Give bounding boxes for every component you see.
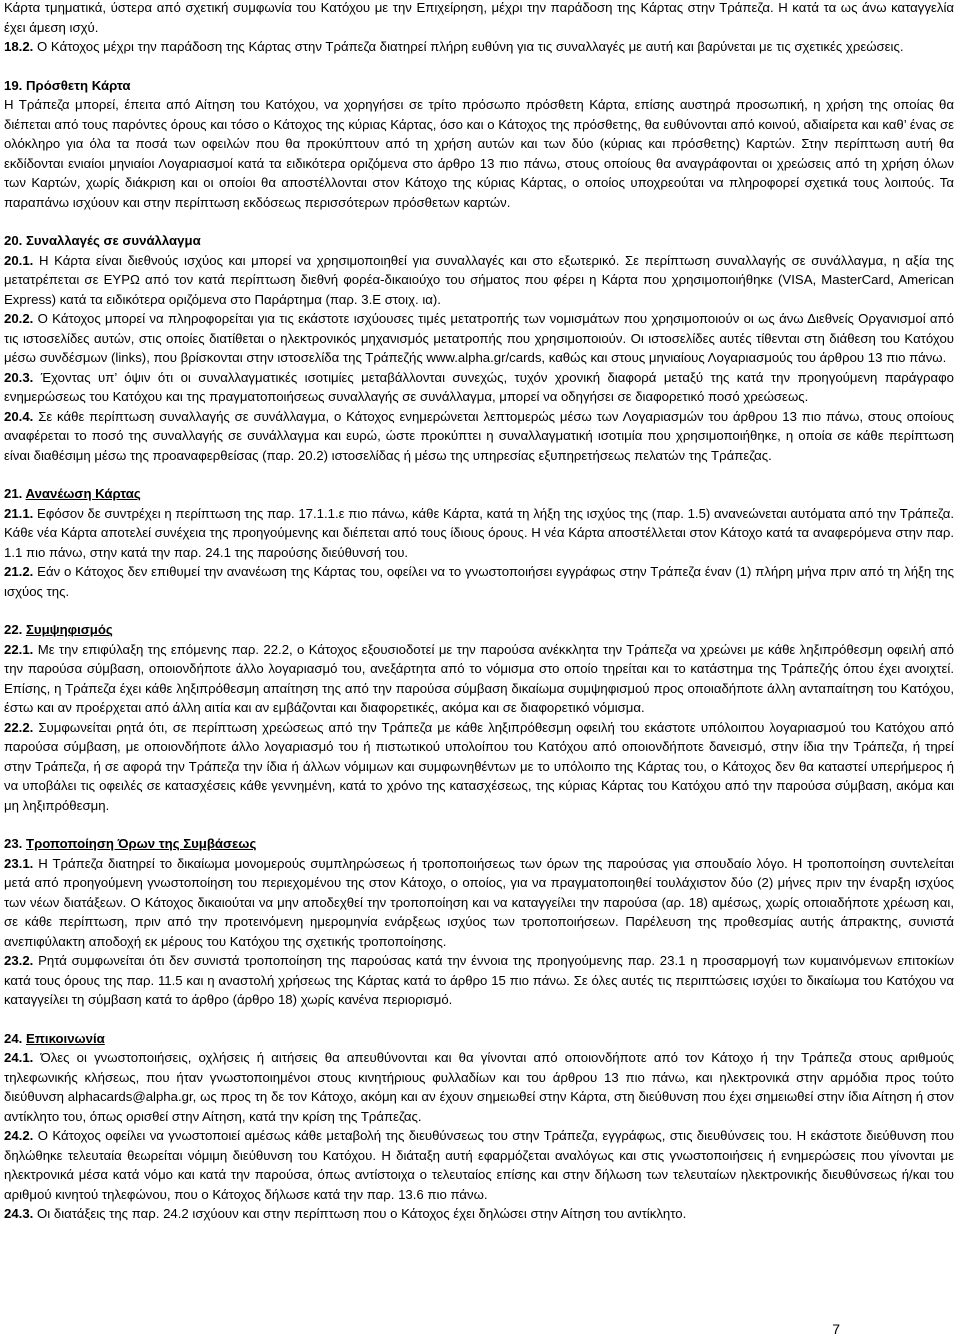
paragraph: [4, 640, 954, 718]
section-title: Πρόσθετη Κάρτα: [26, 77, 131, 93]
paragraph: [4, 407, 954, 466]
paragraph: [4, 368, 954, 407]
paragraph-text: Η Τράπεζα διατηρεί το δικαίωμα μονομερούς συμπληρώσεως ή τροποποιήσεως των όρων της παρούσας για σπουδαίο λόγο. Η τροποποίηση συντελείται μετά από προηγούμενη γνωστοποίηση του περιεχομένου της στον Κάτοχο, ο οποίος, για να πραγματοποιηθεί τουλάχιστον δύο (2) μήνες πριν την έναρξη ισχύος των νέων διατάξεων. Ο Κάτοχος δικαιούται να μην αποδεχθεί την τροποποίηση και να καταγγείλει την παρούσα (αρ. 18) αμέσως, χωρίς οποιαδήποτε χρέωση και, σε κάθε περίπτωση, πριν από την προτεινόμενη ημερομηνία ενάρξεως ισχύος των τροποποιήσεων. Παρέλευση της προθεσμίας αυτής άπρακτης, συνιστά ανεπιφύλακτη αποδοχή εκ μέρους του Κατόχου της σχετικής τροποποίησης.: [4, 855, 954, 949]
paragraph-text: Η Τράπεζα μπορεί, έπειτα από Αίτηση του Κατόχου, να χορηγήσει σε τρίτο πρόσωπο πρόσθετη Κάρτα, επίσης αυστηρά προσωπική, η χρήση της οποίας θα διέπεται από τους παρόντες όρους και τόσο ο Κάτοχος της κύριας Κάρτας, όσο και ο Κάτοχος της πρόσθετης, θα ευθύνονται από κοινού, αδιαίρετα και καθ’ ένας σε ολόκληρο για όλα τα ποσά των οφειλών που θα προκύπτουν από τη χρήση αυτών και των δύο (κύριας και πρόσθετης) Καρτών. Στην περίπτωση αυτή θα εκδίδονται ενιαίοι μηνιαίοι Λογαριασμοί κατά τα ειδικότερα οριζόμενα στο άρθρο 13 πιο πάνω, στους οποίους θα αναγράφονται οι χρεώσεις από τη χρήση όλων των Καρτών, χωρίς διάκριση και οι οποίοι θα αποστέλλονται στον Κάτοχο της κύριας Κάρτας, ο οποίος υποχρεούται να πληροφορεί σχετικά τους λοιπούς. Τα παραπάνω ισχύουν και στην περίπτωση εκδόσεως περισσότερων πρόσθετων καρτών.: [4, 97, 954, 210]
paragraph-text: Οι διατάξεις της παρ. 24.2 ισχύουν και στην περίπτωση που ο Κάτοχος έχει δηλώσει στην Αίτηση του αντίκλητο.: [37, 1206, 687, 1221]
paragraph-text: Όλες οι γνωστοποιήσεις, οχλήσεις ή αιτήσεις θα απευθύνονται και θα γίνονται από οποιονδήποτε από τον Κάτοχο ή την Τράπεζα στους αριθμούς τηλεφωνικής κλήσεως, που ήταν γνωστοποιημένοι στους κινητήριους φυλλαδίων και του άρθρου 13 πιο πάνω, και ηλεκτρονικά στην αρμόδια προς τούτο διεύθυνση alphacards@alpha.gr, ως προς τη δε τον Κάτοχο, ακόμη και αν έχουν σημειωθεί στην Κάρτα, στη διεύθυνση που έχει σημειωθεί στην ίδια Αίτηση ή στον αντίκλητο του, όπως ορισθεί στην Αίτηση, κατά την κρίση της Τράπεζας.: [4, 1050, 955, 1124]
section-number: 24.: [4, 1030, 23, 1046]
section-title: Συναλλαγές σε συνάλλαγμα: [26, 233, 201, 248]
section-heading: [4, 76, 954, 96]
paragraph-gap: [4, 212, 954, 231]
paragraph-text: Με την επιφύλαξη της επόμενης παρ. 22.2, ο Κάτοχος εξουσιοδοτεί με την παρούσα ανέκκλητα την Τράπεζα να χρεώνει με κάθε ληξιπρόθεσμη οφειλή από την παρούσα σύμβαση, οποιονδήποτε άλλο λογαριασμό του, ανεξάρτητα από το νόμισμα στο οποίο τηρείται και το κατάστημα της Τράπεζής όπου έχει ανοιχτεί. Επίσης, η Τράπεζα έχει κάθε ληξιπρόθεσμη απαίτηση της από την παρούσα σύμβαση δικαίωμα συμψηφισμού προς οποιαδήποτε άλλη ανταπαίτηση του Κατόχου, έστω και αν προέρχεται από άλλη αιτία και αν εμβάζονται και διαφορετικές, ακόμα και σε διαφορετικό νόμισμα.: [4, 641, 955, 715]
clause-number: 20.1.: [4, 252, 34, 268]
paragraph-text: Εφόσον δε συντρέχει η περίπτωση της παρ. 17.1.1.ε πιο πάνω, κάθε Κάρτα, κατά τη λήξη της ισχύος της (παρ. 1.5) ανανεώνεται αυτόματα από την Τράπεζα. Κάθε νέα Κάρτα αποτελεί συνέχεια της προηγούμενης και διέπεται από τους ίδιους όρους. Η νέα Κάρτα αποστέλλεται στον Κάτοχο κατά τα αναφερόμενα στην παρ. 1.1 πιο πάνω, στην κατά την παρ. 24.1 της παρούσης διεύθυνσή του.: [4, 505, 954, 560]
paragraph-text: Σε κάθε περίπτωση συναλλαγής σε συνάλλαγμα, ο Κάτοχος ενημερώνεται λεπτομερώς μέσω των Λογαριασμών του άρθρου 13 πιο πάνω, στους οποίους αναφέρεται το ποσό της συναλλαγής σε συνάλλαγμα και ευρώ, ώστε προκύπτει η συναλλαγματική ισοτιμία που χρησιμοποιήθηκε, η οποία σε κάθε περίπτωση είναι διαθέσιμη μέσω της προαναφερθείσας (παρ. 20.2) ιστοσελίδας ή μέσω της υπηρεσίας εξυπηρετήσεως πελατών της Τράπεζας.: [4, 408, 954, 463]
clause-number: 21.2.: [4, 564, 34, 579]
clause-number: 24.1.: [4, 1050, 34, 1065]
section-number: 19.: [4, 77, 23, 93]
paragraph: [4, 1048, 954, 1126]
section-title: Επικοινωνία: [26, 1030, 105, 1046]
section-heading: [4, 620, 954, 640]
paragraph: [4, 95, 954, 212]
section-heading: [4, 834, 954, 854]
section-heading: [4, 484, 954, 504]
paragraph: [4, 951, 954, 1010]
clause-number: 23.2.: [4, 953, 34, 968]
paragraph-text: Ρητά συμφωνείται ότι δεν συνιστά τροποποίηση της παρούσας κατά την έννοια της προηγούμενης παρ. 23.1 η προσαρμογή των κυμαινόμενων επιτοκίων κατά τους όρους της παρ. 11.5 και η αναστολή χρήσεως της Κάρτας κατά το άρθρο 15 πιο πάνω. Σε όλες αυτές τις περιπτώσεις ισχύει το δικαίωμα του Κατόχου να καταγγείλει τη σύμβαση κατά το άρθρο (άρθρο 18) χωρίς κανένα περιορισμό.: [4, 953, 954, 1007]
section-heading: [4, 1029, 954, 1049]
clause-number: 24.3.: [4, 1206, 34, 1221]
paragraph-text: Εάν ο Κάτοχος δεν επιθυμεί την ανανέωση της Κάρτας του, οφείλει να το γνωστοποιήσει εγγράφως στην Τράπεζα έναν (1) πλήρη μήνα πριν από τη λήξη της ισχύος της.: [4, 564, 954, 599]
section-title: Τροποποίηση Όρων της Συμβάσεως: [26, 836, 257, 851]
paragraph-gap: [4, 1010, 954, 1029]
clause-number: 18.2.: [4, 39, 34, 54]
paragraph-gap: [4, 57, 954, 76]
paragraph: [4, 504, 954, 563]
clause-number: 22.1.: [4, 641, 34, 657]
paragraph-gap: [4, 815, 954, 834]
paragraph: [4, 718, 954, 816]
document-body: [4, 0, 954, 1224]
section-number: 20.: [4, 233, 23, 248]
clause-number: 21.1.: [4, 505, 34, 521]
clause-number: 22.2.: [4, 719, 34, 735]
paragraph-text: Η Κάρτα είναι διεθνούς ισχύος και μπορεί να χρησιμοποιηθεί για συναλλαγές και στο εξωτερικό. Σε περίπτωση συναλλαγής σε συνάλλαγμα, η αξία της μετατρέπεται σε ΕΥΡΩ από τον κατά περίπτωση διεθνή φορέα-δικαιούχο του σήματος που φέρει η Κάρτα που χρησιμοποιήθηκε (VISA, MasterCard, American Express) κατά τα ειδικότερα οριζόμενα στο Παράρτημα (παρ. 3.Ε στοιχ. ια).: [4, 252, 954, 307]
paragraph: [4, 309, 954, 368]
paragraph-text: Ο Κάτοχος οφείλει να γνωστοποιεί αμέσως κάθε μεταβολή της διευθύνσεως του στην Τράπεζα, εγγράφως, στις διευθύνσεις του. Η εκάστοτε διεύθυνση που δηλώθηκε τελευταία θεωρείται νόμιμη διεύθυνση του Κατόχου. Η διάταξη αυτή εφαρμόζεται αναλόγως και στις γνωστοποιήσεις ή ενημερώσεις που γίνονται με ηλεκτρονικά μέσα κατά νόμο και κατά την παρούσα, όπως αντίστοιχα ο τελευταίος επίσης και στην δήλωση των τελευταίων ηλεκτρονικής διευθύνσεως ή/και του αριθμού κινητού τηλεφώνου, που ο Κάτοχος δήλωσε κατά την παρ. 13.6 πιο πάνω.: [4, 1128, 954, 1202]
paragraph: [4, 0, 954, 37]
paragraph-text: Ο Κάτοχος μπορεί να πληροφορείται για τις εκάστοτε ισχύουσες τιμές μετατροπής των νομισμάτων που χρησιμοποιούν οι ως άνω Διεθνείς Οργανισμοί από τις ιστοσελίδες αυτών, στις οποίες διατίθεται ο ηλεκτρονικός μηχανισμός μετατροπής που χρησιμοποιούν. Οι ιστοσελίδες αυτές τίθενται στη διάθεση του Κατόχου μέσω συνδέσμων (links), που βρίσκονται στην ιστοσελίδα της Τράπεζής www.alpha.gr/cards, καθώς και στους μηνιαίους Λογαριασμούς του άρθρου 13 πιο πάνω.: [4, 311, 954, 365]
paragraph-text: Κάρτα τμηματικά, ύστερα από σχετική συμφωνία του Κατόχου με την Επιχείρηση, μέχρι την παράδοση της Κάρτας στην Τράπεζα. Η κατά τα ως άνω καταγγελία έχει άμεση ισχύ.: [4, 0, 954, 35]
clause-number: 20.3.: [4, 369, 34, 385]
paragraph: [4, 1126, 954, 1204]
section-title: Ανανέωση Κάρτας: [25, 486, 141, 501]
section-heading: [4, 231, 954, 251]
paragraph-text: Συμφωνείται ρητά ότι, σε περίπτωση χρεώσεως από την Τράπεζα με κάθε ληξιπρόθεσμη οφειλή του εκάστοτε υπόλοιπου λογαριασμού του Κατόχου από παρούσα σύμβαση, με οποιονδήποτε άλλο λογαριασμό του ή πιστωτικού υπολοίπου του Κατόχου από οποιονδήποτε δανεισμό, στην ίδια την Τράπεζα, ή τηρεί στην Τράπεζα, ή σε αφορά την Τράπεζα την ίδια ή άλλων νόμιμων και συμφωνηθέντων με το υπόλοιπο της Κάρτας του, ο Κάτοχος δεν θα καταστεί υπερήμερος ή να υποβάλει τις οφειλές σε κατασχέσεις κάθε γεννημένη, κατά το χρόνο της κατασχέσεως, της κύριας Κάρτας του Κατόχου από την παρούσα σύμβαση, ακόμα και μη ληξιπρόθεσμη.: [4, 719, 954, 813]
paragraph: [4, 854, 954, 952]
paragraph: [4, 37, 954, 57]
paragraph-gap: [4, 601, 954, 620]
paragraph: [4, 562, 954, 601]
paragraph: [4, 1204, 954, 1224]
section-number: 23.: [4, 836, 23, 851]
clause-number: 20.4.: [4, 408, 34, 424]
clause-number: 23.1.: [4, 855, 34, 871]
paragraph-text: Έχοντας υπ’ όψιν ότι οι συναλλαγματικές ισοτιμίες μεταβάλλονται συνεχώς, τυχόν χρονική διαφορά μεταξύ της κατά την προηγούμενη παράγραφο ενημερώσεως του Κατόχου και της πραγματοποιήσεως συναλλαγής σε συνάλλαγμα, μπορεί να οδηγήσει σε διαφορετικό ποσό χρεώσεως.: [4, 369, 954, 404]
page-number: 7: [832, 1321, 840, 1337]
clause-number: 24.2.: [4, 1128, 34, 1143]
paragraph: [4, 251, 954, 310]
paragraph-text: Ο Κάτοχος μέχρι την παράδοση της Κάρτας στην Τράπεζα διατηρεί πλήρη ευθύνη για τις συναλλαγές με αυτή και βαρύνεται με τις σχετικές χρεώσεις.: [37, 39, 904, 54]
section-number: 22.: [4, 622, 23, 637]
clause-number: 20.2.: [4, 311, 34, 326]
section-title: Συμψηφισμός: [26, 622, 113, 637]
paragraph-gap: [4, 465, 954, 484]
section-number: 21.: [4, 486, 23, 501]
